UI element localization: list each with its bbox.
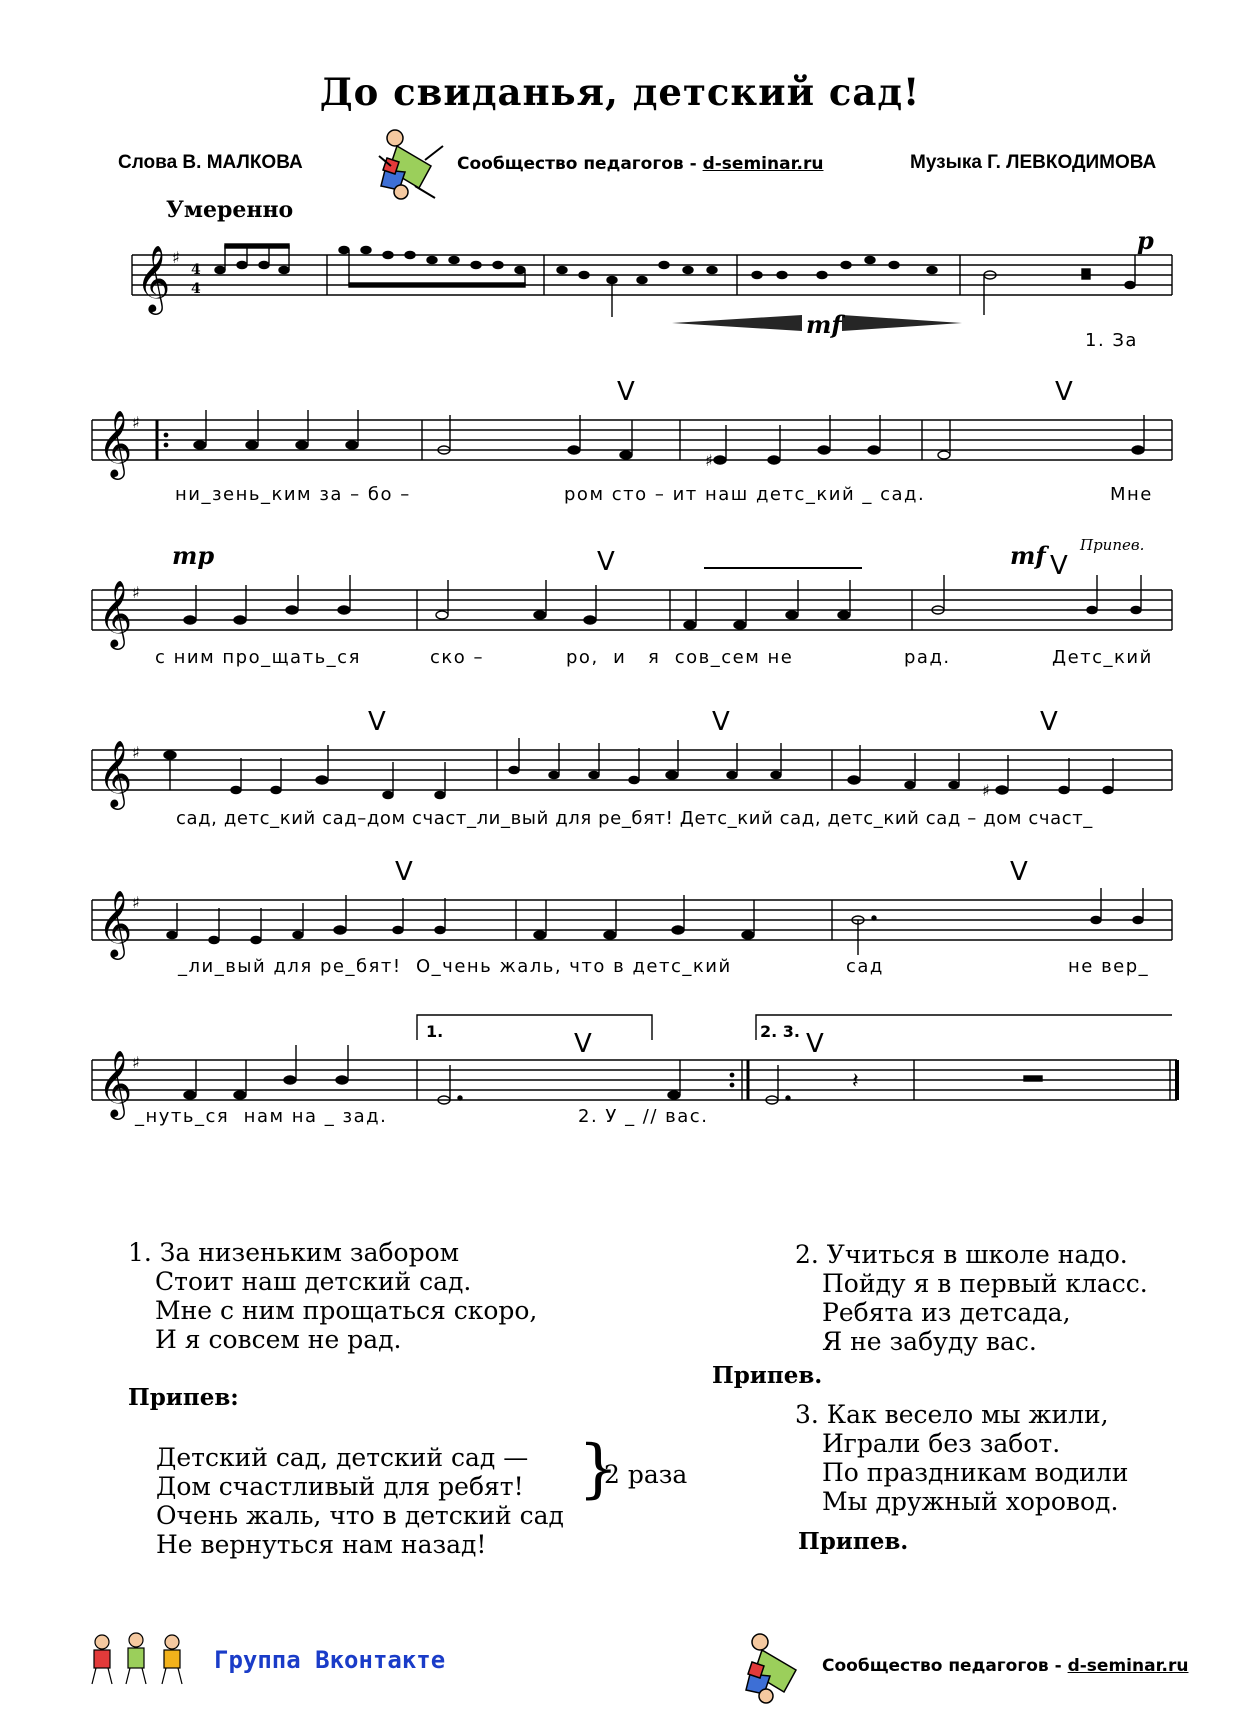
verse-line: 1. За низеньким забором (128, 1238, 460, 1267)
verse-line: Пойду я в первый класс. (822, 1269, 1148, 1298)
dynamic-mf-chorus: mf (1010, 541, 1046, 570)
verse-3 (795, 1400, 1128, 1516)
volta-second: 2. 3. (760, 1022, 800, 1041)
chorus-heading: Припев: (128, 1384, 239, 1411)
chorus-line: Не вернуться нам назад! (156, 1530, 487, 1559)
dynamic-mp: mp (172, 541, 215, 570)
community-logo-icon (375, 126, 447, 202)
lyric-line-3a: с ним про_щать_ся (155, 647, 361, 668)
staff-system-3 (92, 536, 1172, 647)
svg-text:♯: ♯ (132, 413, 140, 432)
footer-community-site-link[interactable]: d-seminar.ru (1067, 1656, 1189, 1676)
verse-line: Мы дружный хоровод. (822, 1487, 1119, 1516)
breath-mark: V (617, 377, 635, 407)
time-sig-bottom: 4 (191, 281, 201, 297)
verse-line: 3. Как весело мы жили, (795, 1400, 1109, 1429)
breath-mark: V (712, 707, 730, 737)
tempo-marking: Умеренно (166, 197, 294, 223)
verse-line: Мне с ним прощаться скоро, (155, 1296, 538, 1325)
lyric-line-3c: ро, и я сов_сем не (566, 647, 794, 668)
kids-group-icon (84, 1630, 202, 1688)
dynamic-p: p (1137, 226, 1154, 255)
staff-system-2 (92, 377, 1172, 477)
lyric-line-5c: не вер_ (1068, 956, 1150, 977)
svg-text:♯: ♯ (982, 781, 990, 800)
lyric-line-3e: Детс_кий (1052, 647, 1153, 668)
verse-1 (128, 1238, 537, 1354)
community-site-link[interactable]: d-seminar.ru (702, 154, 824, 174)
lyric-line-2a: ни_зень_ким за – бо – (175, 484, 411, 505)
repeat-note: 2 раза (604, 1460, 688, 1489)
lyric-line-2c: Мне (1110, 484, 1153, 505)
composer-credit: Музыка Г. ЛЕВКОДИМОВА (910, 152, 1157, 173)
verse-line: Ребята из детсада, (822, 1298, 1071, 1327)
breath-mark: V (574, 1029, 592, 1059)
verse-2 (795, 1240, 1148, 1356)
breath-mark: V (1050, 551, 1068, 581)
lyric-line-3b: ско – (430, 647, 485, 668)
lyric-line-5a: _ли_вый для ре_бят! О_чень жаль, что в детс_кий (178, 956, 732, 977)
chorus (156, 1443, 564, 1559)
chorus-ref-3: Припев. (798, 1528, 909, 1555)
chorus-line: Дом счастливый для ребят! (156, 1472, 524, 1501)
svg-text:𝄞: 𝄞 (98, 409, 133, 477)
verse-line: По праздникам водили (822, 1458, 1129, 1487)
chorus-line: Детский сад, детский сад — (156, 1443, 529, 1472)
svg-text:𝄞: 𝄞 (98, 579, 133, 647)
lyricist-credit: Слова В. МАЛКОВА (118, 152, 303, 173)
staff-system-4 (92, 707, 1172, 807)
verse-line: Играли без забот. (822, 1429, 1061, 1458)
volta-first: 1. (426, 1022, 444, 1041)
community-link[interactable] (457, 154, 823, 174)
song-title: До свиданья, детский сад! (319, 70, 921, 114)
footer-community-label: Сообщество педагогов - (822, 1656, 1062, 1676)
lyric-line-6a: _нуть_ся нам на _ зад. (135, 1106, 388, 1127)
lyric-line-2b: ром сто – ит наш детс_кий _ сад. (564, 484, 926, 505)
chorus-ref-2: Припев. (712, 1362, 823, 1389)
community-logo-footer-icon (740, 1630, 812, 1706)
breath-mark: V (1055, 377, 1073, 407)
verse-line: И я совсем не рад. (155, 1325, 402, 1354)
pripev-marker: Припев. (1080, 536, 1145, 554)
repeat-brace: } (578, 1432, 619, 1506)
svg-text:𝄽: 𝄽 (852, 1069, 859, 1094)
breath-mark: V (1010, 857, 1028, 887)
lyric-line-1: 1. За (1085, 330, 1138, 351)
breath-mark: V (368, 707, 386, 737)
svg-text:♯: ♯ (132, 743, 140, 762)
svg-text:𝄞: 𝄞 (98, 1049, 133, 1117)
time-sig-top: 4 (191, 262, 201, 278)
staff-system-1 (132, 226, 1172, 345)
lyric-line-3d: рад. (904, 647, 951, 668)
breath-mark: V (806, 1029, 824, 1059)
breath-mark: V (597, 547, 615, 577)
community-label: Сообщество педагогов - (457, 154, 697, 174)
lyric-line-5b: сад (846, 956, 884, 977)
footer-community-link[interactable] (822, 1656, 1188, 1676)
svg-text:𝄞: 𝄞 (98, 889, 133, 957)
vk-group-link[interactable]: Группа Вконтакте (214, 1646, 446, 1674)
breath-mark: V (1040, 707, 1058, 737)
svg-text:♯: ♯ (705, 451, 713, 470)
verse-line: Я не забуду вас. (822, 1327, 1037, 1356)
svg-text:𝄞: 𝄞 (98, 739, 133, 807)
svg-text:𝄞: 𝄞 (136, 244, 171, 312)
breath-mark: V (395, 857, 413, 887)
chorus-line: Очень жаль, что в детский сад (156, 1501, 564, 1530)
staff-system-5 (92, 857, 1172, 957)
lyric-line-6b: 2. У _ // вас. (578, 1106, 709, 1127)
verse-line: Стоит наш детский сад. (155, 1267, 472, 1296)
svg-text:♯: ♯ (132, 583, 140, 602)
lyric-line-4: сад, детс_кий сад–дом счаст_ли_вый для ре_бят! Детс_кий сад, детс_кий сад – дом счаст_ (176, 808, 1093, 829)
svg-text:♯: ♯ (132, 1053, 140, 1072)
svg-text:♯: ♯ (132, 893, 140, 912)
dynamic-mf: mf (806, 310, 842, 339)
verse-line: 2. Учиться в школе надо. (795, 1240, 1128, 1269)
svg-text:♯: ♯ (172, 248, 180, 267)
